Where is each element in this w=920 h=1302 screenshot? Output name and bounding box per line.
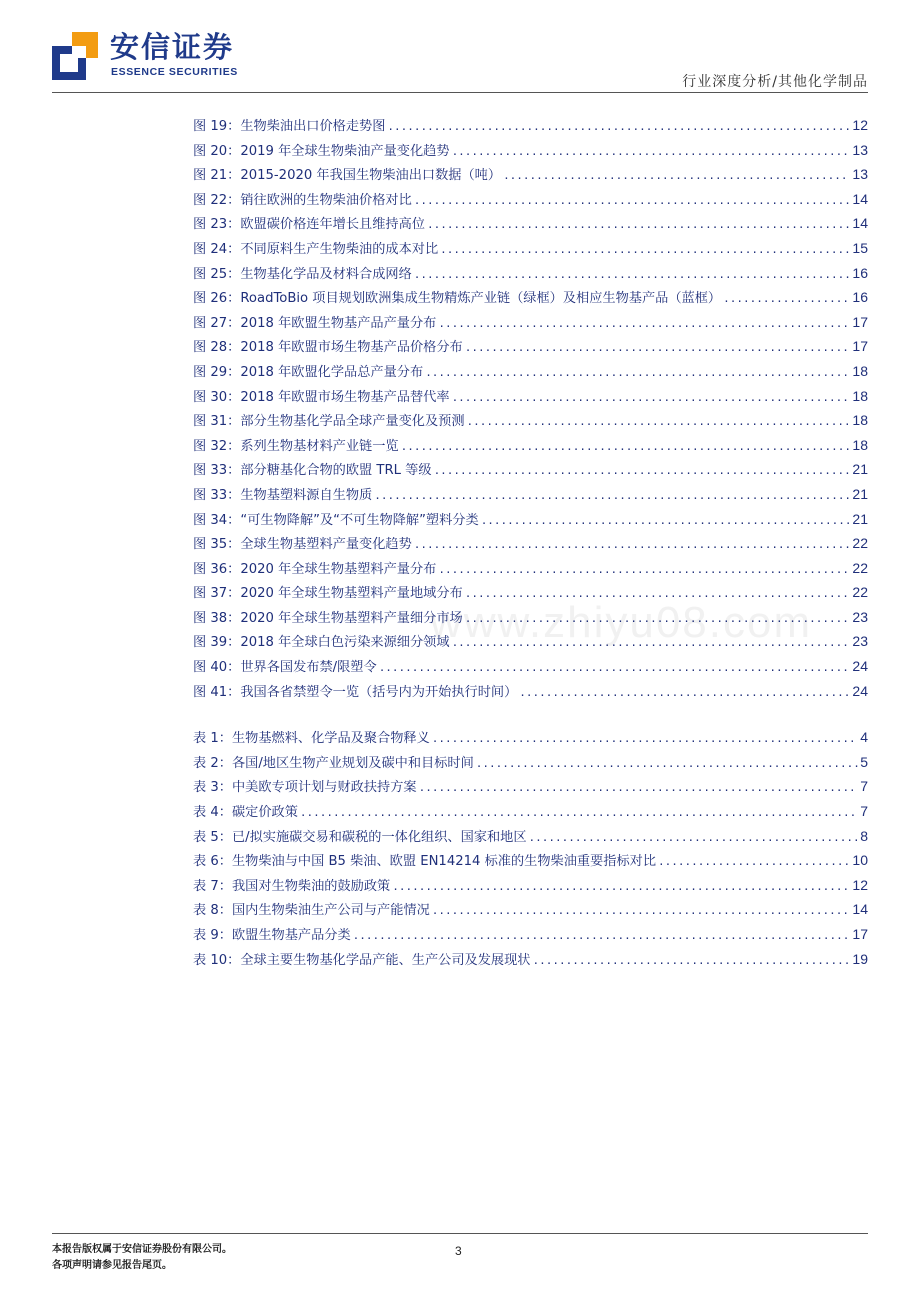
toc-leader-dots: [353, 929, 851, 942]
toc-leader-dots: [452, 636, 851, 649]
toc-leader-dots: [427, 218, 850, 231]
footer-copyright: [52, 1242, 232, 1274]
toc-leader-dots: [481, 514, 851, 527]
toc-entry-page: 12: [852, 876, 868, 893]
toc-entry-title: 我国各省禁塑令一览（括号内为开始执行时间）: [240, 684, 518, 700]
section-gap: [193, 705, 868, 727]
toc-entry-prefix: 表 2：: [193, 755, 232, 771]
toc-leader-dots: [452, 145, 851, 158]
toc-entry-title: 中美欧专项计划与财政扶持方案: [231, 780, 417, 796]
toc-entry-prefix: 图 29：: [193, 364, 241, 380]
toc-entry-page: 8: [860, 827, 868, 844]
toc-entry-page: 21: [852, 510, 868, 527]
toc-leader-dots: [723, 292, 850, 305]
copyright-line-2: 各项声明请参见报告尾页。: [52, 1260, 172, 1271]
toc-entry-label: [193, 582, 463, 601]
toc-leader-dots: [300, 806, 858, 819]
toc-entry-page: 18: [852, 362, 868, 379]
toc-entry[interactable]: [193, 727, 868, 752]
toc-entry[interactable]: [193, 924, 868, 949]
toc-entry-title: 2020 年全球生物基塑料产量细分市场: [240, 610, 463, 626]
toc-entry-title: 2015-2020 年我国生物柴油出口数据（吨）: [240, 168, 502, 184]
toc-entry-prefix: 表 6：: [193, 854, 232, 870]
toc-entry-label: [193, 509, 479, 528]
toc-entry[interactable]: [193, 140, 868, 165]
toc-entry-prefix: 图 27：: [193, 315, 241, 331]
toc-entry-page: 4: [860, 729, 868, 746]
toc-entry[interactable]: [193, 115, 868, 140]
toc-leader-dots: [467, 415, 851, 428]
toc-entry-prefix: 图 36：: [193, 561, 241, 577]
toc-entry-prefix: 图 37：: [193, 586, 241, 602]
toc-entry[interactable]: [193, 776, 868, 801]
toc-entry-title: 生物柴油与中国 B5 柴油、欧盟 EN14214 标准的生物柴油重要指标对比: [231, 854, 657, 870]
toc-entry-page: 22: [852, 584, 868, 601]
toc-entry-prefix: 图 25：: [193, 266, 241, 282]
toc-entry[interactable]: [193, 361, 868, 386]
toc-entry[interactable]: [193, 213, 868, 238]
toc-entry-title: RoadToBio 项目规划欧洲集成生物精炼产业链（绿框）及相应生物基产品（蓝框）: [240, 291, 722, 307]
toc-entry-page: 23: [852, 633, 868, 650]
toc-entry-prefix: 图 20：: [193, 143, 241, 159]
toc-entry-prefix: 图 19：: [193, 119, 241, 134]
toc-entry-title: “可生物降解”及“不可生物降解”塑料分类: [240, 512, 479, 528]
toc-entry-page: 18: [852, 387, 868, 404]
toc-entry[interactable]: [193, 533, 868, 558]
toc-entry-label: [193, 484, 372, 503]
toc-entry-label: [193, 263, 412, 282]
toc-entry-prefix: 图 34：: [193, 512, 241, 528]
toc-entry[interactable]: [193, 582, 868, 607]
toc-entry[interactable]: [193, 850, 868, 875]
toc-entry-page: 24: [852, 658, 868, 675]
brand-name-cn: 安信证券: [110, 30, 235, 64]
watermark: www.zhiyu08.com: [430, 598, 813, 647]
toc-entry-page: 7: [860, 778, 868, 795]
toc-entry-title: 部分糖基化合物的欧盟 TRL 等级: [240, 463, 432, 479]
toc-leader-dots: [529, 831, 859, 844]
toc-entry-label: [193, 924, 351, 943]
toc-leader-dots: [452, 391, 851, 404]
toc-entry-prefix: 图 23：: [193, 217, 241, 233]
toc-entry-label: [193, 727, 430, 746]
toc-leader-dots: [432, 732, 858, 745]
toc-entry-prefix: 表 9：: [193, 928, 232, 943]
toc-entry[interactable]: [193, 752, 868, 777]
toc-entry-label: [193, 875, 390, 894]
toc-entry-page: 16: [852, 264, 868, 281]
toc-entry[interactable]: [193, 410, 868, 435]
toc-entry-label: [193, 607, 463, 626]
toc-entry-title: 生物基燃料、化学品及聚合物释义: [231, 731, 430, 747]
toc-leader-dots: [438, 317, 850, 330]
toc-entry-title: 世界各国发布禁/限塑令: [240, 660, 377, 676]
toc-entry[interactable]: [193, 238, 868, 263]
toc-entry-label: [193, 164, 501, 183]
toc-entry-label: [193, 189, 412, 208]
toc-entry-prefix: 图 30：: [193, 389, 241, 405]
toc-entry-title: 碳定价政策: [231, 805, 298, 821]
toc-entry-title: 2019 年全球生物柴油产量变化趋势: [240, 143, 450, 159]
toc-entry[interactable]: [193, 435, 868, 460]
toc-entry-page: 23: [852, 608, 868, 625]
toc-entry-page: 14: [852, 901, 868, 918]
toc-entry-title: 系列生物基材料产业链一览: [240, 438, 399, 454]
toc-entry-title: 2018 年欧盟市场生物基产品替代率: [240, 389, 450, 405]
toc-entry-label: [193, 287, 721, 306]
toc-entry[interactable]: [193, 899, 868, 924]
toc-entry-page: 13: [852, 141, 868, 158]
toc-entry-prefix: 表 4：: [193, 805, 232, 821]
toc-entry-page: 21: [852, 485, 868, 502]
toc-entry-page: 22: [852, 559, 868, 576]
toc-entry-label: [193, 459, 432, 478]
toc-entry-page: 21: [852, 461, 868, 478]
toc-entry-page: 14: [852, 190, 868, 207]
toc-entry-label: [193, 115, 385, 134]
toc-entry-prefix: 图 38：: [193, 610, 241, 626]
toc-leader-dots: [532, 954, 850, 967]
toc-entry-page: 19: [852, 950, 868, 967]
toc-entry-label: [193, 361, 423, 380]
toc-entry-title: 全球生物基塑料产量变化趋势: [240, 537, 412, 553]
toc-entry-page: 14: [852, 215, 868, 232]
toc-entry-prefix: 图 28：: [193, 340, 241, 356]
toc-entry-title: 2018 年欧盟市场生物基产品价格分布: [240, 340, 463, 356]
toc-entry-prefix: 图 31：: [193, 414, 241, 430]
page-header: [0, 0, 920, 100]
toc-entry[interactable]: [193, 631, 868, 656]
toc-entry-title: 2020 年全球生物基塑料产量地域分布: [240, 586, 463, 602]
toc-entry[interactable]: [193, 656, 868, 681]
toc-entry-label: [193, 140, 450, 159]
toc-entry-label: [193, 801, 298, 820]
toc-entry[interactable]: [193, 949, 868, 974]
toc-entry-page: 12: [852, 117, 868, 133]
toc-entry-prefix: 图 41：: [193, 684, 241, 700]
toc-leader-dots: [658, 855, 850, 868]
toc-entry-title: 2020 年全球生物基塑料产量分布: [240, 561, 437, 577]
toc-entry[interactable]: [193, 484, 868, 509]
toc-leader-dots: [379, 661, 851, 674]
toc-entry-title: 生物基塑料源自生物质: [240, 487, 373, 503]
toc-entry-label: [193, 336, 463, 355]
toc-entry-label: [193, 826, 527, 845]
toc-entry-label: [193, 386, 450, 405]
toc-entry-page: 17: [852, 338, 868, 355]
toc-entry-label: [193, 899, 430, 918]
toc-entry[interactable]: [193, 459, 868, 484]
toc-entry-page: 15: [852, 239, 868, 256]
toc-entry-title: 国内生物柴油生产公司与产能情况: [231, 903, 430, 919]
header-divider: [52, 92, 868, 93]
toc-entry-label: [193, 949, 530, 968]
toc-leader-dots: [476, 757, 858, 770]
toc-leader-dots: [414, 268, 851, 281]
toc-entry-label: [193, 312, 436, 331]
toc-leader-dots: [419, 781, 859, 794]
toc-entry[interactable]: [193, 287, 868, 312]
toc-leader-dots: [401, 440, 851, 453]
figure-list: [193, 115, 868, 705]
toc-entry[interactable]: [193, 801, 868, 826]
toc-entry-title: 2018 年欧盟生物基产品产量分布: [240, 315, 437, 331]
toc-entry-prefix: 表 5：: [193, 829, 232, 845]
toc-entry-title: 各国/地区生物产业规划及碳中和目标时间: [231, 755, 474, 771]
toc-entry-label: [193, 533, 412, 552]
toc-entry-label: [193, 752, 474, 771]
toc-entry-prefix: 图 40：: [193, 660, 241, 676]
toc-entry-prefix: 表 8：: [193, 903, 232, 919]
essence-logo-icon: [52, 32, 98, 80]
toc-entry-label: [193, 558, 436, 577]
toc-entry-label: [193, 435, 399, 454]
toc-entry[interactable]: [193, 336, 868, 361]
toc-leader-dots: [425, 366, 850, 379]
toc-entry[interactable]: [193, 558, 868, 583]
toc-entry-label: [193, 656, 377, 675]
toc-entry-prefix: 图 26：: [193, 291, 241, 307]
table-list: [193, 727, 868, 973]
toc-leader-dots: [414, 538, 851, 551]
toc-entry[interactable]: [193, 826, 868, 851]
toc-leader-dots: [432, 904, 851, 917]
toc-entry[interactable]: [193, 164, 868, 189]
toc-entry-title: 生物基化学品及材料合成网络: [240, 266, 412, 282]
toc-entry-prefix: 图 22：: [193, 192, 241, 208]
toc-entry-prefix: 图 24：: [193, 241, 241, 257]
toc-leader-dots: [392, 880, 850, 893]
toc-entry-prefix: 图 39：: [193, 635, 241, 651]
toc-entry-title: 销往欧洲的生物柴油价格对比: [240, 192, 412, 208]
toc-leader-dots: [438, 563, 850, 576]
toc-entry[interactable]: [193, 875, 868, 900]
toc-entry-page: 18: [852, 436, 868, 453]
toc-entry[interactable]: [193, 263, 868, 288]
toc-entry-title: 全球主要生物基化学品产能、生产公司及发展现状: [240, 952, 531, 968]
table-of-contents: [193, 115, 868, 973]
toc-entry-title: 已/拟实施碳交易和碳税的一体化组织、国家和地区: [231, 829, 527, 845]
toc-entry-title: 生物柴油出口价格走势图: [240, 119, 386, 134]
toc-leader-dots: [465, 587, 851, 600]
toc-entry-title: 我国对生物柴油的鼓励政策: [231, 878, 391, 894]
toc-entry-label: [193, 776, 417, 795]
toc-entry-label: [193, 213, 425, 232]
toc-entry-label: [193, 238, 438, 257]
toc-entry-page: 22: [852, 535, 868, 552]
toc-leader-dots: [434, 464, 851, 477]
toc-leader-dots: [503, 169, 850, 182]
toc-entry-page: 5: [860, 753, 868, 770]
toc-entry-page: 17: [852, 926, 868, 942]
toc-entry-prefix: 图 33：: [193, 487, 241, 503]
toc-entry-prefix: 图 35：: [193, 537, 241, 553]
toc-entry-title: 2018 年全球白色污染来源细分领域: [240, 635, 450, 651]
toc-entry-page: 18: [852, 412, 868, 429]
toc-entry-title: 欧盟生物基产品分类: [231, 928, 351, 943]
toc-entry-title: 部分生物基化学品全球产量变化及预测: [240, 414, 465, 430]
toc-entry-label: [193, 681, 517, 700]
toc-leader-dots: [374, 489, 850, 502]
toc-entry-title: 不同原料生产生物柴油的成本对比: [240, 241, 439, 257]
footer-divider: [52, 1233, 868, 1234]
toc-leader-dots: [465, 612, 851, 625]
toc-entry-page: 24: [852, 682, 868, 699]
toc-entry-page: 7: [860, 803, 868, 820]
toc-entry-prefix: 表 1：: [193, 731, 232, 747]
toc-entry-prefix: 图 33：: [193, 463, 241, 479]
toc-leader-dots: [519, 686, 850, 699]
toc-entry-prefix: 表 10：: [193, 952, 241, 968]
toc-entry-title: 欧盟碳价格连年增长且维持高位: [240, 217, 425, 233]
toc-entry-label: [193, 410, 465, 429]
toc-leader-dots: [465, 341, 851, 354]
toc-entry[interactable]: [193, 312, 868, 337]
toc-entry-page: 16: [852, 289, 868, 306]
toc-entry-label: [193, 631, 450, 650]
brand-name-en: ESSENCE SECURITIES: [111, 66, 238, 78]
page-number: 3: [455, 1244, 462, 1258]
toc-entry[interactable]: [193, 607, 868, 632]
toc-entry[interactable]: [193, 189, 868, 214]
toc-entry[interactable]: [193, 681, 868, 706]
toc-entry-title: 2018 年欧盟化学品总产量分布: [240, 364, 424, 380]
toc-entry[interactable]: [193, 386, 868, 411]
toc-entry-label: [193, 850, 656, 869]
toc-leader-dots: [387, 120, 850, 133]
copyright-line-1: 本报告版权属于安信证券股份有限公司。: [52, 1244, 232, 1255]
toc-leader-dots: [440, 243, 850, 256]
toc-entry-prefix: 图 32：: [193, 438, 241, 454]
toc-entry-prefix: 表 7：: [193, 878, 232, 894]
toc-entry-prefix: 表 3：: [193, 780, 232, 796]
toc-entry-prefix: 图 21：: [193, 168, 241, 184]
toc-leader-dots: [414, 194, 851, 207]
toc-entry-page: 13: [852, 166, 868, 183]
toc-entry[interactable]: [193, 509, 868, 534]
report-type: 行业深度分析/其他化学制品: [682, 74, 868, 90]
toc-entry-page: 10: [852, 852, 868, 869]
toc-entry-page: 17: [852, 313, 868, 330]
